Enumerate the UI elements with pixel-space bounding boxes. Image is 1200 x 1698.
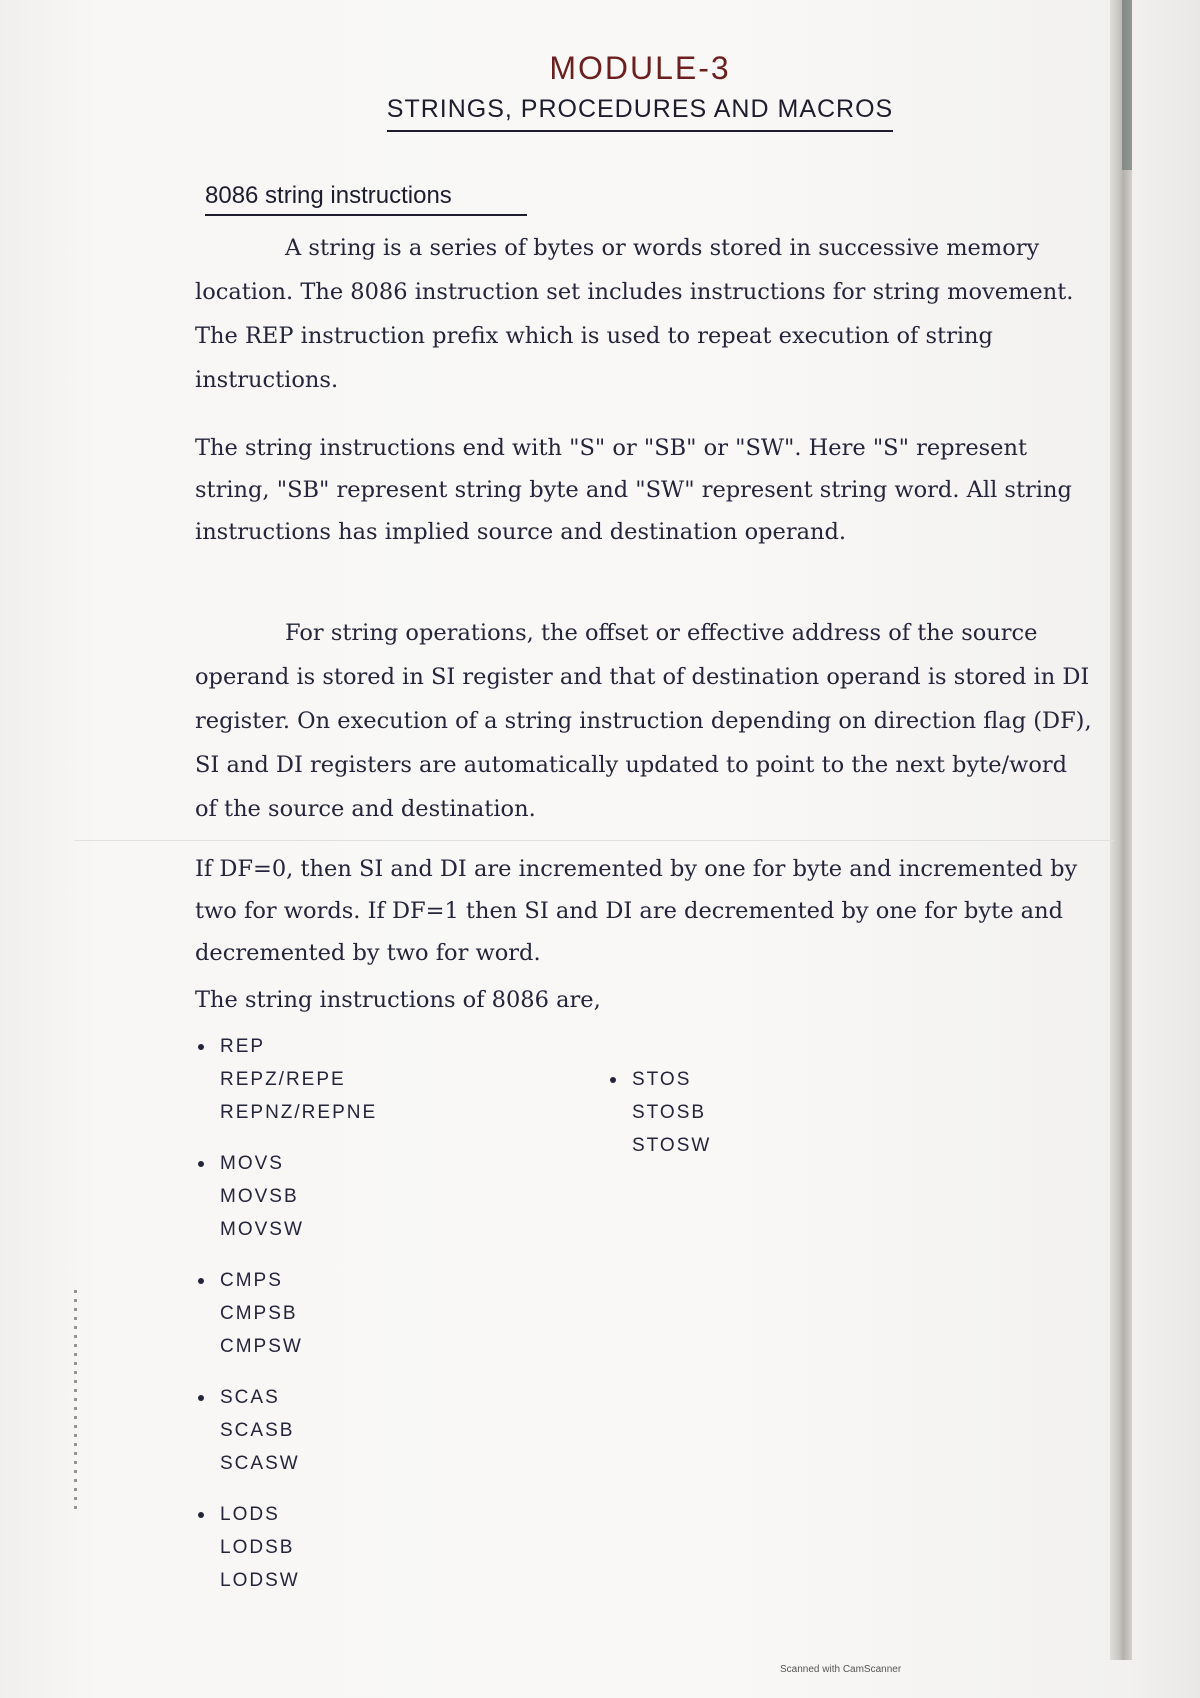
paragraph-string-definition: A string is a series of bytes or words stored in successive memory location. The 8086 instruction set includes instructions for string movement. The REP instruction prefix which is used to repeat execution of string instructions. bbox=[195, 235, 1074, 393]
paragraph-direction-flag: If DF=0, then SI and DI are incremented by one for byte and incremented by two for words. If DF=1 then SI and DI are decremented by one for byte and decremented by two for word. bbox=[195, 856, 1078, 966]
module-subtitle: STRINGS, PROCEDURES AND MACROS bbox=[387, 95, 893, 132]
binding-edge-shadow bbox=[1122, 0, 1132, 170]
instruction-list-left bbox=[198, 1030, 377, 1615]
instruction-sub: LODSB bbox=[220, 1537, 295, 1558]
instruction-sub: MOVSW bbox=[220, 1219, 304, 1240]
instruction-group bbox=[198, 1147, 377, 1246]
instruction-sub: CMPSB bbox=[220, 1303, 298, 1324]
instruction-group bbox=[198, 1498, 377, 1597]
instruction-sub: CMPSW bbox=[220, 1336, 303, 1357]
paragraph-string-suffixes: The string instructions end with "S" or "SB" or "SW". Here "S" represent string, "SB" represent string byte and "SW" represent string word. All string instructions has implied source and destination operand. bbox=[195, 435, 1072, 545]
instruction-group bbox=[198, 1030, 377, 1129]
instruction-head: STOS bbox=[610, 1063, 711, 1096]
instruction-list-right bbox=[610, 1063, 711, 1180]
section-heading: 8086 string instructions bbox=[205, 182, 527, 216]
instruction-sub: REPZ/REPE bbox=[220, 1069, 346, 1090]
paragraph-list-intro: The string instructions of 8086 are, bbox=[195, 987, 601, 1013]
instruction-sub: STOSB bbox=[632, 1102, 707, 1123]
binding-edge bbox=[1110, 0, 1132, 1660]
paragraph-si-di-registers: For string operations, the offset or effective address of the source operand is stored in SI register and that of destination operand is stored in DI register. On execution of a string instruction depending on direction flag (DF), SI and DI registers are automatically updated to point to the next byte/word of the source and destination. bbox=[195, 620, 1092, 822]
instruction-head: SCAS bbox=[198, 1381, 377, 1414]
instruction-head: REP bbox=[198, 1030, 377, 1063]
instruction-group bbox=[610, 1063, 711, 1162]
instruction-sub: SCASB bbox=[220, 1420, 295, 1441]
scanner-watermark: Scanned with CamScanner bbox=[780, 1664, 902, 1675]
margin-marks bbox=[74, 1290, 77, 1510]
instruction-sub: SCASW bbox=[220, 1453, 300, 1474]
module-title: MODULE-3 bbox=[549, 50, 731, 86]
instruction-sub: REPNZ/REPNE bbox=[220, 1102, 378, 1123]
instruction-head: LODS bbox=[198, 1498, 377, 1531]
title-block bbox=[380, 50, 900, 132]
instruction-sub: LODSW bbox=[220, 1570, 300, 1591]
instruction-head: CMPS bbox=[198, 1264, 377, 1297]
instruction-group bbox=[198, 1381, 377, 1480]
instruction-sub: MOVSB bbox=[220, 1186, 299, 1207]
instruction-group bbox=[198, 1264, 377, 1363]
instruction-sub: STOSW bbox=[632, 1135, 712, 1156]
page-fold-line bbox=[74, 840, 1114, 841]
instruction-head: MOVS bbox=[198, 1147, 377, 1180]
